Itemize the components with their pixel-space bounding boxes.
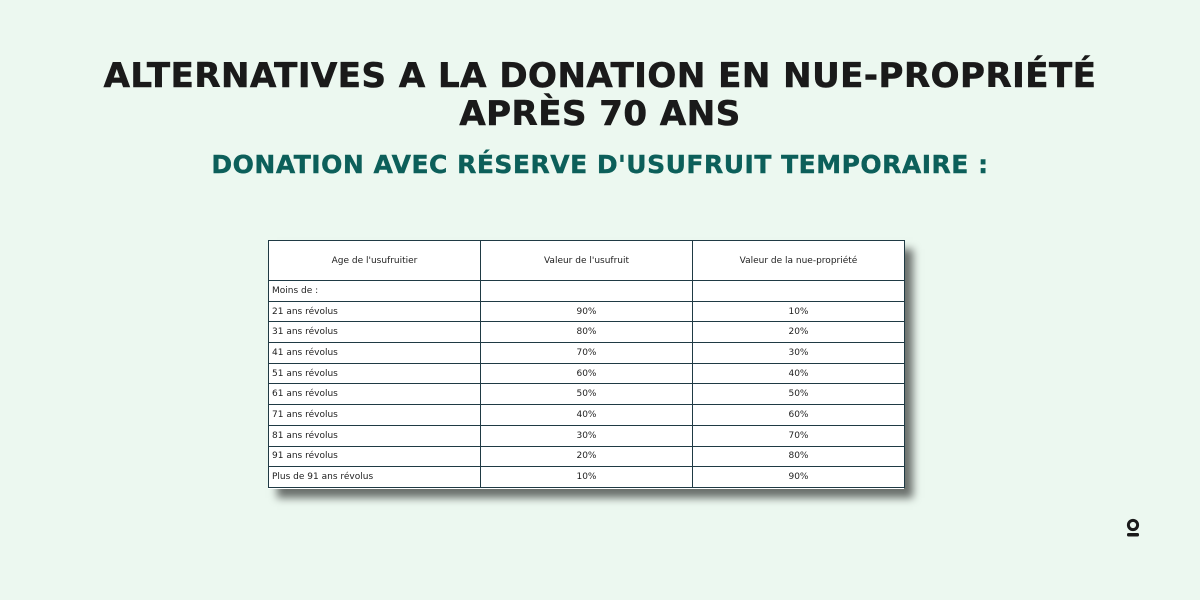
brand-logo-icon xyxy=(1125,518,1141,540)
table-row xyxy=(269,281,905,302)
table-row xyxy=(269,363,905,384)
usufruit-cell: 10% xyxy=(481,467,693,488)
age-cell: 41 ans révolus xyxy=(269,343,481,364)
age-cell: 61 ans révolus xyxy=(269,384,481,405)
nue-propriete-cell: 40% xyxy=(693,363,905,384)
age-cell: 81 ans révolus xyxy=(269,425,481,446)
table-header-row xyxy=(269,241,905,281)
usufruit-cell: 30% xyxy=(481,425,693,446)
age-cell: 31 ans révolus xyxy=(269,322,481,343)
page-title-line-2: APRÈS 70 ANS xyxy=(459,94,741,134)
age-cell: Plus de 91 ans révolus xyxy=(269,467,481,488)
nue-propriete-cell: 10% xyxy=(693,301,905,322)
usufruit-cell: 70% xyxy=(481,343,693,364)
nue-propriete-cell: 80% xyxy=(693,446,905,467)
usufruit-cell: 80% xyxy=(481,322,693,343)
usufruit-cell: 20% xyxy=(481,446,693,467)
age-cell: 21 ans révolus xyxy=(269,301,481,322)
page-title-line-1: ALTERNATIVES A LA DONATION EN NUE-PROPRIÉTÉ xyxy=(103,56,1097,96)
page-subtitle: DONATION AVEC RÉSERVE D'USUFRUIT TEMPORAIRE : xyxy=(211,150,989,179)
usufruit-cell: 50% xyxy=(481,384,693,405)
table-row xyxy=(269,405,905,426)
header-usufruit: Valeur de l'usufruit xyxy=(481,241,693,281)
age-cell: 91 ans révolus xyxy=(269,446,481,467)
age-cell: 51 ans révolus xyxy=(269,363,481,384)
table-row xyxy=(269,467,905,488)
table-row xyxy=(269,301,905,322)
nue-propriete-cell: 20% xyxy=(693,322,905,343)
table-row xyxy=(269,384,905,405)
nue-propriete-cell: 60% xyxy=(693,405,905,426)
age-cell: Moins de : xyxy=(269,281,481,302)
valuation-table xyxy=(268,240,905,488)
nue-propriete-cell xyxy=(693,281,905,302)
usufruit-cell: 60% xyxy=(481,363,693,384)
header-nue-propriete: Valeur de la nue-propriété xyxy=(693,241,905,281)
nue-propriete-cell: 90% xyxy=(693,467,905,488)
valuation-table-card xyxy=(268,240,904,489)
table-row xyxy=(269,322,905,343)
usufruit-cell xyxy=(481,281,693,302)
header-age: Age de l'usufruitier xyxy=(269,241,481,281)
nue-propriete-cell: 50% xyxy=(693,384,905,405)
usufruit-cell: 40% xyxy=(481,405,693,426)
age-cell: 71 ans révolus xyxy=(269,405,481,426)
usufruit-cell: 90% xyxy=(481,301,693,322)
nue-propriete-cell: 70% xyxy=(693,425,905,446)
table-row xyxy=(269,343,905,364)
table-row xyxy=(269,446,905,467)
table-row xyxy=(269,425,905,446)
nue-propriete-cell: 30% xyxy=(693,343,905,364)
table-body xyxy=(269,281,905,488)
